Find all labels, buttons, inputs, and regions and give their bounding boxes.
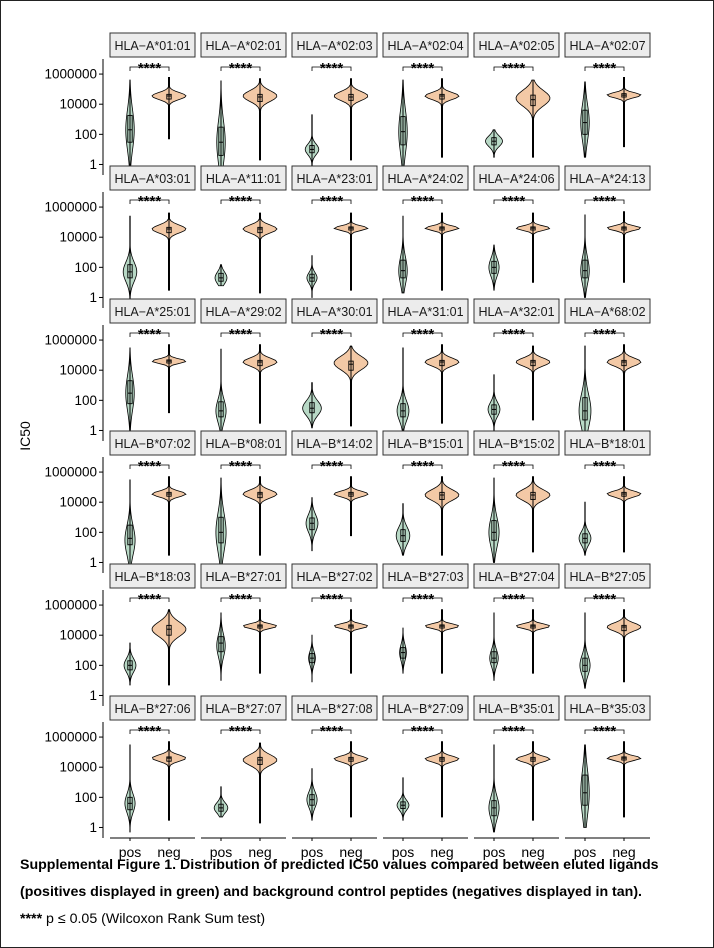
significance-label: ****: [410, 193, 435, 210]
significance-label: ****: [228, 326, 253, 343]
facet-label: HLA−A*29:02: [205, 305, 282, 319]
x-tick-label-pos: pos: [300, 844, 324, 860]
y-tick-label: 1000000: [44, 66, 97, 82]
facet-label: HLA−B*27:03: [387, 570, 464, 584]
x-tick-label-neg: neg: [248, 844, 272, 860]
facet-label: HLA−A*24:02: [387, 172, 464, 186]
significance-label: ****: [501, 723, 526, 740]
y-axis-title: IC50: [17, 421, 33, 451]
y-tick-label: 1000000: [44, 332, 97, 348]
x-tick-label-pos: pos: [209, 844, 233, 860]
significance-label: ****: [501, 458, 526, 475]
y-tick-label: 1: [89, 687, 97, 703]
significance-label: ****: [319, 458, 344, 475]
facet-label: HLA−B*27:01: [205, 570, 282, 584]
x-tick-label-neg: neg: [157, 844, 181, 860]
y-tick-label: 10000: [59, 627, 97, 643]
significance-label: ****: [319, 326, 344, 343]
y-tick-label: 1000000: [44, 199, 97, 215]
footnote-mark: ****: [20, 911, 43, 927]
y-tick-label: 1000000: [44, 464, 97, 480]
facet-label: HLA−A*32:01: [478, 305, 555, 319]
y-tick-label: 10000: [59, 229, 97, 245]
significance-label: ****: [592, 723, 617, 740]
significance-label: ****: [410, 60, 435, 77]
y-tick-label: 1000000: [44, 597, 97, 613]
significance-label: ****: [501, 326, 526, 343]
facet-label: HLA−A*68:02: [569, 305, 646, 319]
facet-label: HLA−A*24:06: [478, 172, 555, 186]
significance-label: ****: [592, 60, 617, 77]
x-tick-label-neg: neg: [430, 844, 454, 860]
significance-label: ****: [228, 591, 253, 608]
facet-label: HLA−A*24:13: [569, 172, 646, 186]
x-tick-label-pos: pos: [573, 844, 597, 860]
significance-label: ****: [592, 458, 617, 475]
facet-label: HLA−B*27:02: [296, 570, 373, 584]
significance-label: ****: [228, 193, 253, 210]
significance-label: ****: [592, 326, 617, 343]
x-tick-label-neg: neg: [339, 844, 363, 860]
facet-label: HLA−B*27:05: [569, 570, 646, 584]
significance-label: ****: [137, 591, 162, 608]
facet-label: HLA−B*35:01: [478, 702, 555, 716]
caption-line-2: (positives displayed in green) and background control peptides (negatives displayed in tan).: [20, 884, 642, 900]
significance-label: ****: [410, 458, 435, 475]
y-tick-label: 100: [74, 789, 97, 805]
facet-label: HLA−A*25:01: [114, 305, 191, 319]
footnote-text: p ≤ 0.05 (Wilcoxon Rank Sum test): [42, 911, 266, 927]
significance-label: ****: [501, 60, 526, 77]
significance-label: ****: [319, 60, 344, 77]
x-tick-label-pos: pos: [391, 844, 415, 860]
caption-footnote: [20, 906, 710, 932]
significance-label: ****: [410, 591, 435, 608]
significance-label: ****: [137, 60, 162, 77]
facet-label: HLA−B*08:01: [205, 437, 282, 451]
significance-label: ****: [592, 193, 617, 210]
significance-label: ****: [410, 326, 435, 343]
facet-label: HLA−A*31:01: [387, 305, 464, 319]
significance-label: ****: [319, 193, 344, 210]
y-tick-label: 1: [89, 819, 97, 835]
y-tick-label: 1: [89, 554, 97, 570]
facet-label: HLA−B*27:06: [114, 702, 191, 716]
y-tick-label: 10000: [59, 96, 97, 112]
facet-label: HLA−B*18:01: [569, 437, 646, 451]
facet-label: HLA−A*02:07: [569, 39, 646, 53]
facet-label: HLA−B*14:02: [296, 437, 373, 451]
significance-label: ****: [319, 723, 344, 740]
facet-label: HLA−A*30:01: [296, 305, 373, 319]
facet-label: HLA−A*02:04: [387, 39, 464, 53]
significance-label: ****: [228, 458, 253, 475]
y-tick-label: 10000: [59, 362, 97, 378]
significance-label: ****: [228, 723, 253, 740]
y-tick-label: 100: [74, 259, 97, 275]
y-tick-label: 100: [74, 524, 97, 540]
significance-label: ****: [137, 458, 162, 475]
x-tick-label-neg: neg: [521, 844, 545, 860]
caption-line-1: Supplemental Figure 1. Distribution of predicted IC50 values compared between eluted ligands: [20, 857, 659, 873]
y-tick-label: 1: [89, 422, 97, 438]
significance-label: ****: [137, 193, 162, 210]
y-tick-label: 10000: [59, 759, 97, 775]
y-tick-label: 1000000: [44, 729, 97, 745]
facet-label: HLA−B*07:02: [114, 437, 191, 451]
facet-label: HLA−B*15:02: [478, 437, 555, 451]
facet-label: HLA−B*27:08: [296, 702, 373, 716]
y-tick-label: 100: [74, 657, 97, 673]
facet-label: HLA−A*02:03: [296, 39, 373, 53]
significance-label: ****: [137, 326, 162, 343]
facet-label: HLA−A*02:05: [478, 39, 555, 53]
significance-label: ****: [410, 723, 435, 740]
facet-label: HLA−A*03:01: [114, 172, 191, 186]
significance-label: ****: [228, 60, 253, 77]
facet-label: HLA−A*01:01: [114, 39, 191, 53]
figure-caption: [20, 852, 710, 932]
x-tick-label-neg: neg: [612, 844, 636, 860]
facet-label: HLA−B*27:04: [478, 570, 555, 584]
x-tick-label-pos: pos: [482, 844, 506, 860]
y-tick-label: 1: [89, 289, 97, 305]
y-tick-label: 10000: [59, 494, 97, 510]
facet-label: HLA−A*02:01: [205, 39, 282, 53]
significance-label: ****: [592, 591, 617, 608]
facet-label: HLA−B*15:01: [387, 437, 464, 451]
facet-label: HLA−A*11:01: [205, 172, 282, 186]
facet-label: HLA−A*23:01: [296, 172, 373, 186]
significance-label: ****: [501, 591, 526, 608]
y-tick-label: 100: [74, 126, 97, 142]
significance-label: ****: [501, 193, 526, 210]
significance-label: ****: [137, 723, 162, 740]
y-tick-label: 100: [74, 392, 97, 408]
y-tick-label: 1: [89, 156, 97, 172]
x-tick-label-pos: pos: [118, 844, 142, 860]
facet-label: HLA−B*27:09: [387, 702, 464, 716]
facet-label: HLA−B*27:07: [205, 702, 282, 716]
facet-label: HLA−B*18:03: [114, 570, 191, 584]
facet-label: HLA−B*35:03: [569, 702, 646, 716]
significance-label: ****: [319, 591, 344, 608]
